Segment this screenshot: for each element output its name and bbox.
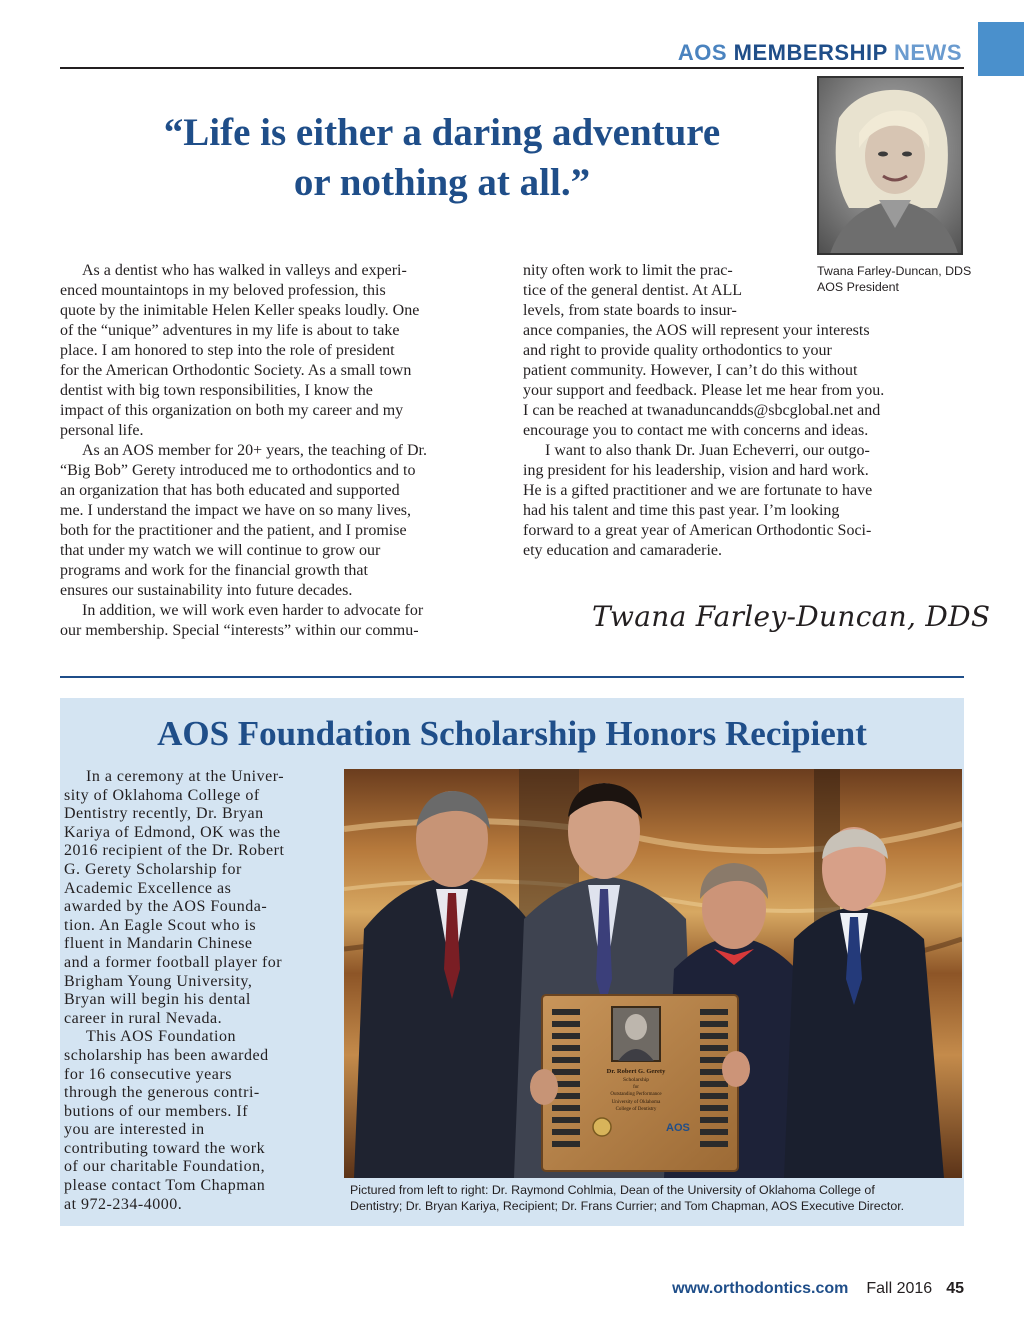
article-line: awarded by the AOS Founda- <box>64 898 268 916</box>
letter-line: ing president for his leadership, vision and hard work. <box>523 462 869 479</box>
letter-line: your support and feedback. Please let me hear from you. <box>523 382 885 399</box>
footer-issue: Fall 2016 <box>866 1280 933 1297</box>
foundation-title: AOS Foundation Scholarship Honors Recipient <box>157 714 867 753</box>
portrait-caption-name: Twana Farley-Duncan, DDS <box>817 264 972 278</box>
article-line: fluent in Mandarin Chinese <box>64 935 253 953</box>
letter-line: enced mountaintops in my beloved profession, this <box>60 282 386 299</box>
foundation-box <box>60 698 964 1226</box>
plaque-sub3: Outstanding Performance <box>610 1092 662 1097</box>
letter-line: He is a gifted practitioner and we are fortunate to have <box>523 482 873 499</box>
university-seal-icon <box>593 1118 611 1136</box>
letter-line: “Big Bob” Gerety introduced me to orthodontics and to <box>60 462 416 479</box>
article-line: butions of our members. If <box>64 1102 249 1120</box>
photo-caption-line-1: Pictured from left to right: Dr. Raymond Cohlmia, Dean of the University of Oklahoma College of <box>350 1183 875 1197</box>
letter-column-2-top <box>523 261 793 321</box>
letter-line: dentist with big town responsibilities, I know the <box>60 382 373 399</box>
article-line: Academic Excellence as <box>64 879 232 897</box>
letter-line: In addition, we will work even harder to advocate for <box>82 602 424 619</box>
letter-line: that under my watch we will continue to grow our <box>60 542 381 559</box>
header-aos: AOS <box>677 40 728 65</box>
letter-line: me. I understand the impact we have on so many lives, <box>60 502 412 519</box>
article-line: Dentistry recently, Dr. Bryan <box>64 805 264 823</box>
header-news: NEWS <box>894 40 962 65</box>
article-line: of our charitable Foundation, <box>64 1158 266 1176</box>
article-line: sity of Oklahoma College of <box>64 786 260 804</box>
letter-line: As an AOS member for 20+ years, the teaching of Dr. <box>82 442 427 459</box>
footer-url[interactable]: www.orthodontics.com <box>672 1280 849 1297</box>
article-line: and a former football player for <box>64 953 283 971</box>
letter-line: both for the practitioner and the patient, and I promise <box>60 522 407 539</box>
portrait-caption <box>817 263 977 295</box>
letter-line: personal life. <box>60 422 144 439</box>
letter-line: had his talent and time this past year. I’m looking <box>523 502 840 519</box>
letter-line: forward to a great year of American Orthodontic Soci- <box>523 522 872 539</box>
letter-line: As a dentist who has walked in valleys and experi- <box>82 262 407 279</box>
letter-column-2 <box>523 321 965 561</box>
letter-line: ance companies, the AOS will represent your interests <box>523 322 870 339</box>
article-line: Brigham Young University, <box>64 972 253 990</box>
plaque-sub2: for <box>633 1085 639 1090</box>
letter-line: and right to provide quality orthodontics to your <box>523 342 832 359</box>
article-line: tion. An Eagle Scout who is <box>64 916 257 934</box>
letter-line: place. I am honored to step into the role of president <box>60 342 395 359</box>
letter-line: tice of the general dentist. At ALL <box>523 282 743 299</box>
letter-line: levels, from state boards to insur- <box>523 302 737 319</box>
plaque-name: Dr. Robert G. Gerety <box>606 1068 666 1075</box>
letter-line: patient community. However, I can’t do this without <box>523 362 858 379</box>
letter-line: an organization that has both educated and supported <box>60 482 400 499</box>
article-line: scholarship has been awarded <box>64 1046 269 1064</box>
section-header <box>678 40 962 66</box>
president-portrait <box>817 76 963 255</box>
letter-line: I can be reached at twanaduncandds@sbcglobal.net and <box>523 402 881 419</box>
quote-line-2: or nothing at all.” <box>293 161 591 204</box>
portrait-photo <box>819 78 963 255</box>
letter-line: quote by the inimitable Helen Keller speaks loudly. One <box>60 302 420 319</box>
article-line: G. Gerety Scholarship for <box>64 860 242 878</box>
letter-column-1 <box>60 261 502 641</box>
header-membership: MEMBERSHIP <box>733 40 888 65</box>
letter-line: nity often work to limit the prac- <box>523 262 733 279</box>
plaque-sub5: College of Dentistry <box>615 1107 657 1112</box>
page-footer <box>672 1280 964 1298</box>
pull-quote <box>92 108 792 208</box>
letter-line: of the “unique” adventures in my life is about to take <box>60 322 400 339</box>
plaque-sub4: University of Oklahoma <box>611 1100 661 1105</box>
photo-caption-line-2: Dentistry; Dr. Bryan Kariya, Recipient; Dr. Frans Currier; and Tom Chapman, AOS Executive Director. <box>350 1199 905 1213</box>
letter-line: encourage you to contact me with concerns and ideas. <box>523 422 869 439</box>
plaque-logo: AOS <box>666 1122 690 1134</box>
article-line: for 16 consecutive years <box>64 1065 232 1083</box>
article-line: contributing toward the work <box>64 1139 266 1157</box>
foundation-article <box>64 768 334 1214</box>
page-edge-tab <box>978 22 1024 76</box>
letter-line: ensures our sustainability into future decades. <box>60 582 353 599</box>
letter-line: programs and work for the financial growth that <box>60 562 368 579</box>
article-line: at 972-234-4000. <box>64 1195 183 1213</box>
article-line: you are interested in <box>64 1121 205 1139</box>
letter-line: ety education and camaraderie. <box>523 542 722 559</box>
quote-line-1: “Life is either a daring adventure <box>163 111 721 154</box>
article-line: 2016 recipient of the Dr. Robert <box>64 842 285 860</box>
letter-line: impact of this organization on both my career and my <box>60 402 404 419</box>
article-line: career in rural Nevada. <box>64 1009 223 1027</box>
letter-line: I want to also thank Dr. Juan Echeverri, our outgo- <box>545 442 870 459</box>
article-line: Bryan will begin his dental <box>64 991 251 1009</box>
ceremony-photo <box>344 769 962 1178</box>
article-line: In a ceremony at the Univer- <box>86 768 285 785</box>
photo-caption <box>350 1182 960 1214</box>
plaque-sub1: Scholarship <box>623 1077 649 1083</box>
header-rule <box>60 67 964 69</box>
section-divider <box>60 676 964 678</box>
article-line: This AOS Foundation <box>86 1028 236 1046</box>
letter-line: for the American Orthodontic Society. As a small town <box>60 362 412 379</box>
page-number: 45 <box>946 1280 964 1297</box>
article-line: through the generous contri- <box>64 1084 260 1102</box>
letter-line: our membership. Special “interests” within our commu- <box>60 622 419 639</box>
portrait-caption-title: AOS President <box>817 280 899 294</box>
article-line: Kariya of Edmond, OK was the <box>64 823 281 841</box>
signature: Twana Farley-Duncan, DDS <box>592 600 991 633</box>
ceremony-photo-illustration <box>344 769 962 1178</box>
article-line: please contact Tom Chapman <box>64 1177 266 1195</box>
